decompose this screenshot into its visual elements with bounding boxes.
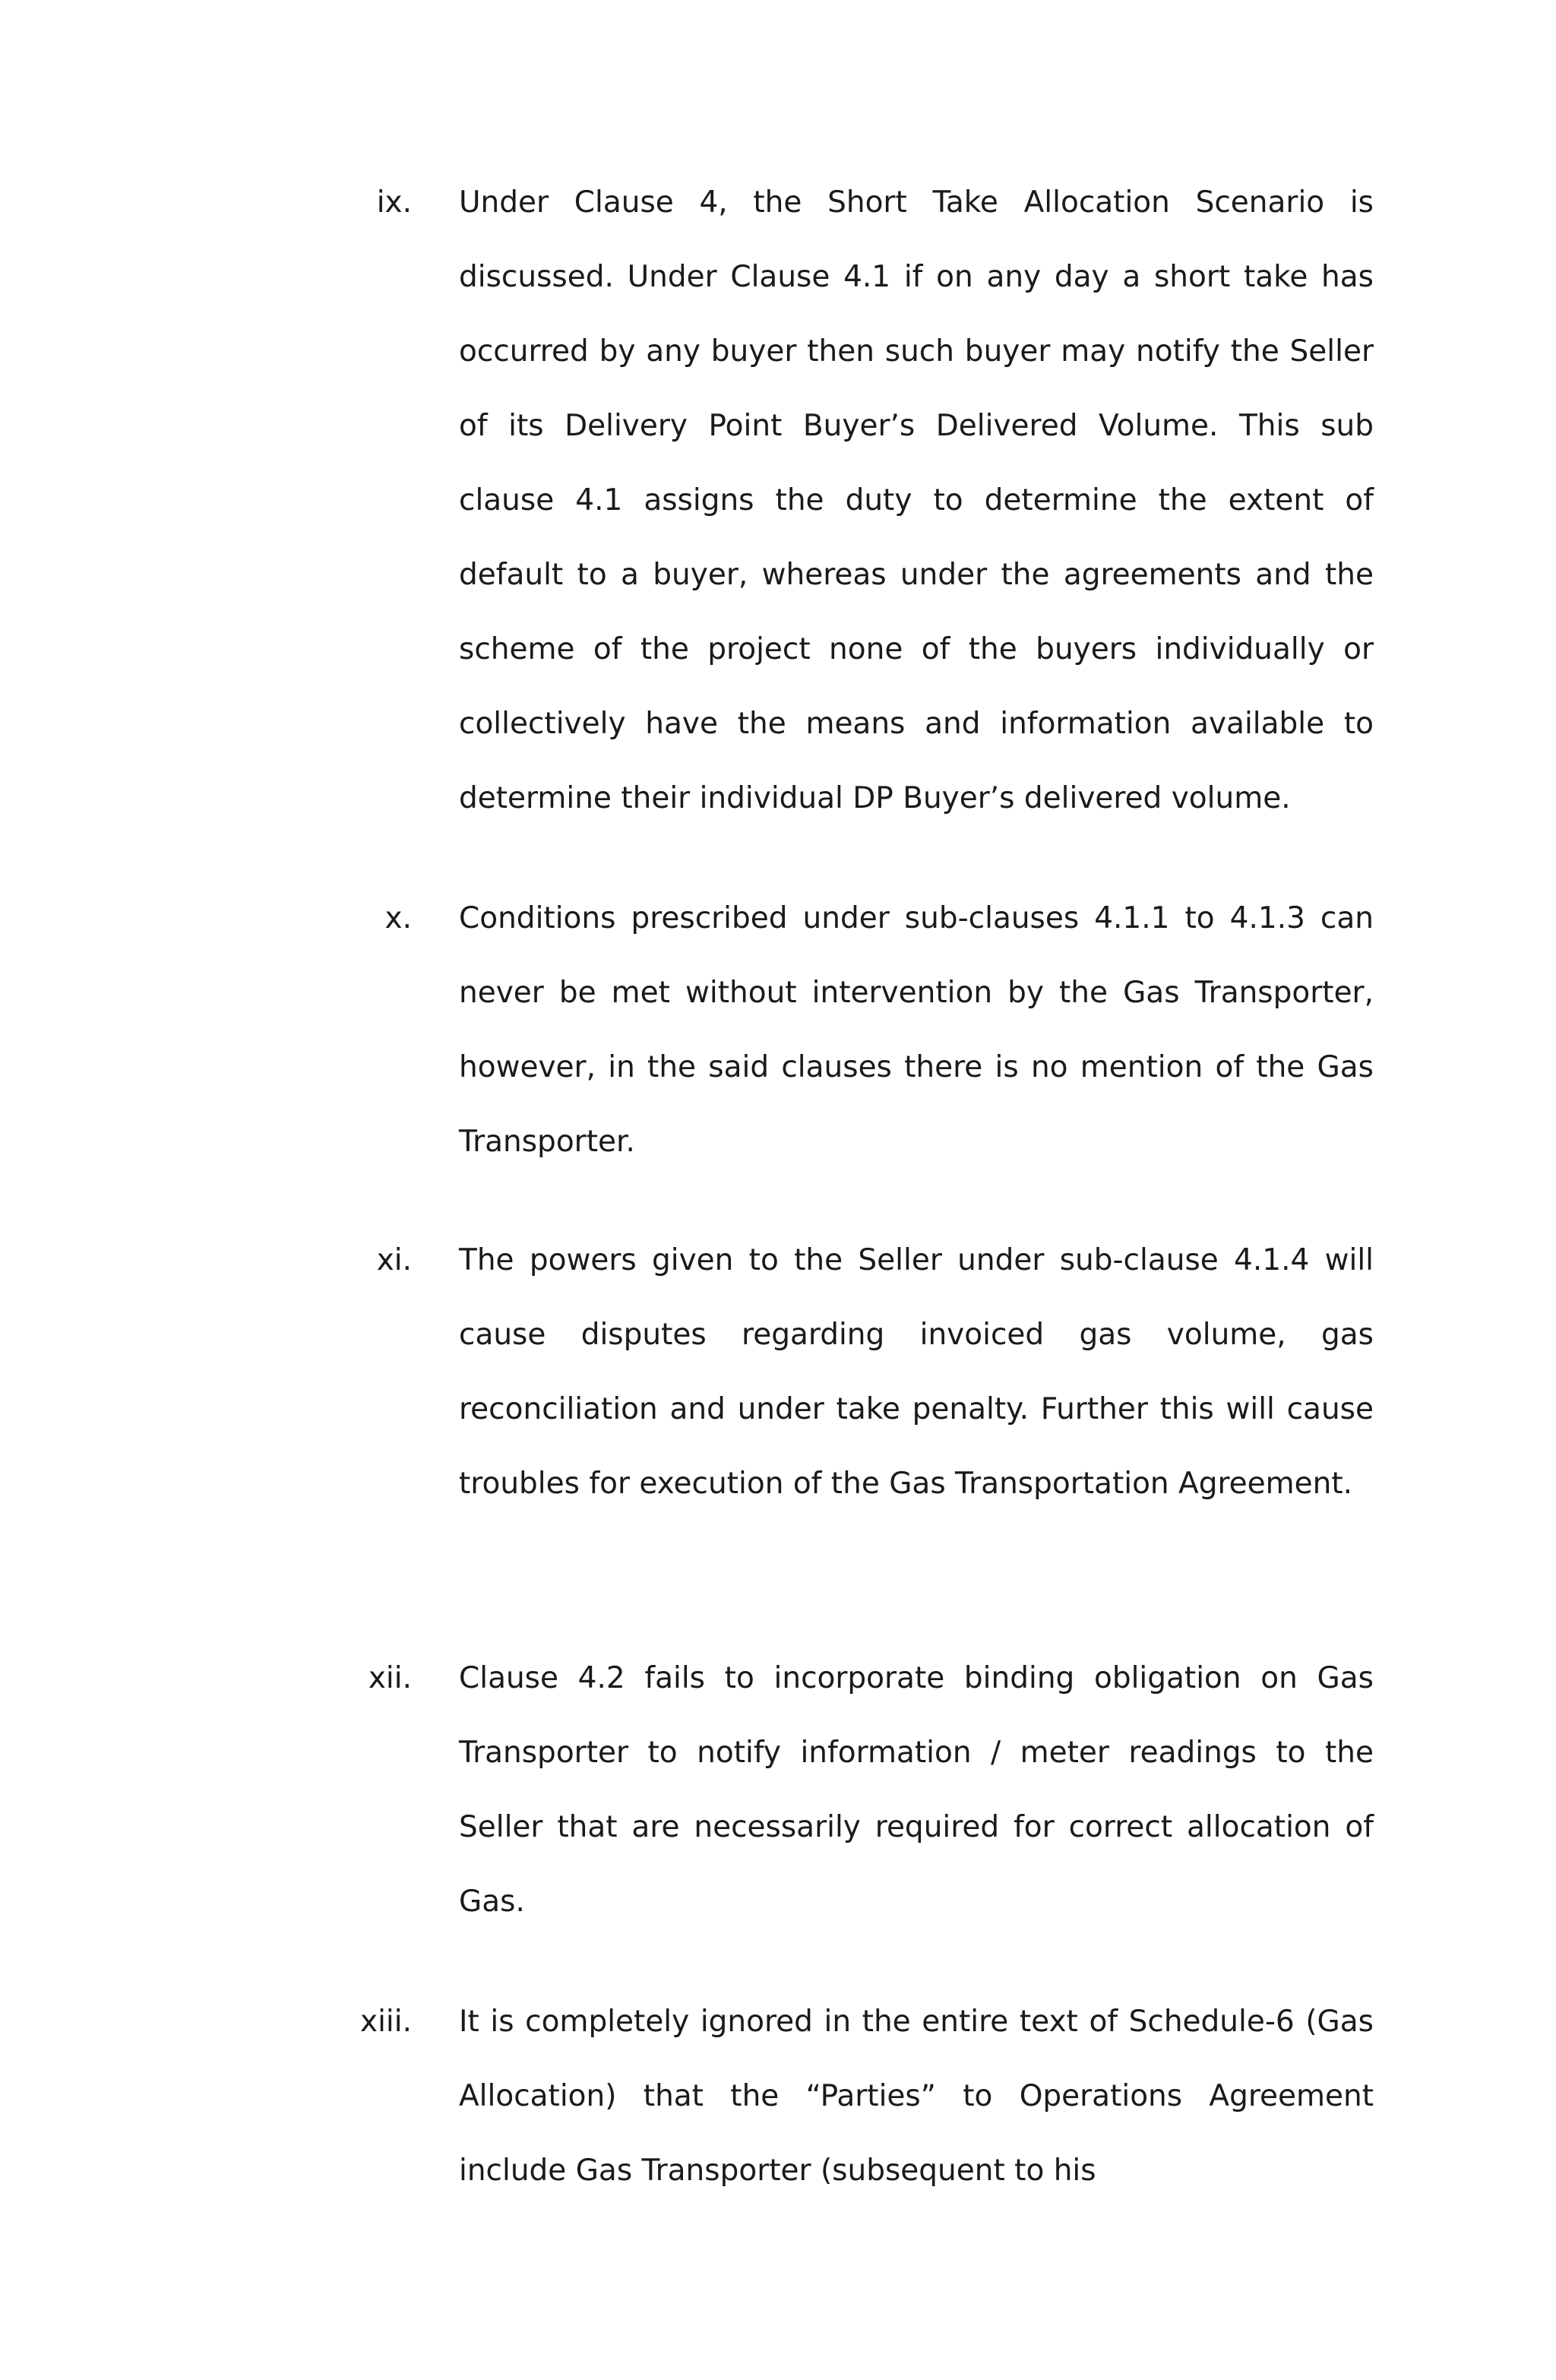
item-numeral: xiii. xyxy=(360,2005,412,2039)
item-paragraph: Clause 4.2 fails to incorporate binding obligation on Gas Transporter to notify information / meter readings to the Seller that are necessarily required for correct allocation of Gas. xyxy=(459,1661,1374,1919)
item-paragraph: Under Clause 4, the Short Take Allocation Scenario is discussed. Under Clause 4.1 if on any day a short take has occurred by any buyer then such buyer may notify the Seller of its Delivery Point Buyer’s Delivered Volume. This sub clause 4.1 assigns the duty to determine the extent of default to a buyer, whereas under the agreements and the scheme of the project none of the buyers individually or collectively have the means and information available to determine their individual DP Buyer’s delivered volume. xyxy=(459,185,1374,815)
item-paragraph: The powers given to the Seller under sub-clause 4.1.4 will cause disputes regarding invoiced gas volume, gas reconciliation and under take penalty. Further this will cause troubles for execution of the Gas Transportation Agreement. xyxy=(459,1243,1374,1501)
item-numeral: xi. xyxy=(376,1243,412,1277)
item-paragraph: Conditions prescribed under sub-clauses 4.1.1 to 4.1.3 can never be met without intervention by the Gas Transporter, however, in the said clauses there is no mention of the Gas Transporter. xyxy=(459,901,1374,1159)
item-numeral: xii. xyxy=(368,1661,412,1695)
item-numeral: x. xyxy=(384,901,412,935)
item-numeral: ix. xyxy=(376,185,412,220)
item-paragraph: It is completely ignored in the entire text of Schedule-6 (Gas Allocation) that the “Parties” to Operations Agreement include Gas Transporter (subsequent to his xyxy=(459,2005,1374,2188)
